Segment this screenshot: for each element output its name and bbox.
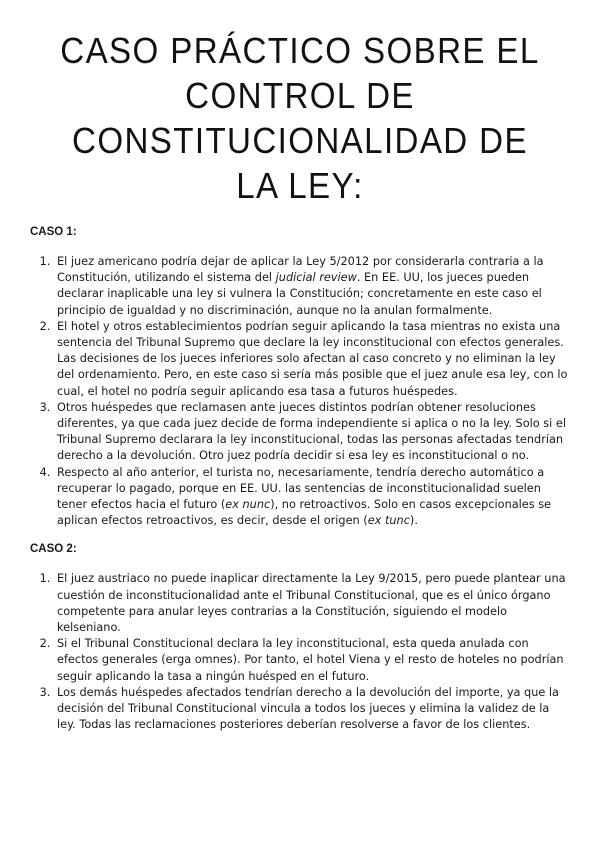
case-section-2 bbox=[30, 543, 570, 733]
answer-item bbox=[54, 685, 570, 734]
answer-text: Los demás huéspedes afectados tendrían derecho a la devolución del importe, ya que la decisión del Tribunal Constitucional vincula a todos los jueces y elimina la validez de la ley. Todas las reclamaciones posteriores deberían resolverse a favor de los clientes. bbox=[57, 685, 559, 732]
answer-list bbox=[30, 571, 570, 733]
answer-item bbox=[54, 571, 570, 636]
answer-text: ). bbox=[409, 514, 418, 528]
page-title: CASO PRÁCTICO SOBRE EL CONTROL DE CONSTITUCIONALIDAD DE LA LEY: bbox=[60, 30, 540, 206]
answer-text: El juez americano podría dejar de aplicar la Ley 5/2012 por considerarla contraria a la Constitución, utilizando el sistema del bbox=[57, 255, 544, 285]
answer-text: ), no retroactivos. Solo en casos excepcionales se aplican efectos retroactivos, es decir, desde el origen ( bbox=[57, 498, 552, 528]
answer-item bbox=[54, 636, 570, 685]
case-section-1 bbox=[30, 226, 570, 529]
cases-container bbox=[30, 226, 570, 733]
answer-text: El juez austriaco no puede inaplicar directamente la Ley 9/2015, pero puede plantear una cuestión de inconstitucionalidad ante el Tribunal Constitucional, que es el único órgano competente para anular leyes contrarias a la Constitución, siguiendo el modelo kelseniano. bbox=[57, 572, 566, 635]
case-label: CASO 2: bbox=[30, 543, 77, 556]
answer-list bbox=[30, 254, 570, 529]
answer-item bbox=[54, 465, 570, 530]
italic-term: ex tunc bbox=[367, 514, 410, 528]
answer-item bbox=[54, 319, 570, 400]
answer-item bbox=[54, 400, 570, 465]
italic-term: ex nunc bbox=[225, 498, 271, 512]
answer-item bbox=[54, 254, 570, 319]
answer-text: Respecto al año anterior, el turista no, necesariamente, tendría derecho automático a recuperar lo pagado, porque en EE. UU. las sentencias de inconstitucionalidad suelen tener efectos hacia el futuro ( bbox=[57, 465, 545, 512]
answer-text: . En EE. UU, los jueces pueden declarar inaplicable una ley si vulnera la Constitución; concretamente en este caso el principio de igualdad y no discriminación, aunque no la anulan formalmente. bbox=[57, 271, 542, 317]
answer-text: Si el Tribunal Constitucional declara la ley inconstitucional, esta queda anulada con efectos generales (erga omnes). Por tanto, el hotel Viena y el resto de hoteles no podrían seguir aplicando la tasa a ningún huésped en el futuro. bbox=[57, 637, 564, 683]
italic-term: judicial review bbox=[275, 271, 357, 285]
case-label: CASO 1: bbox=[30, 226, 77, 238]
answer-text: El hotel y otros establecimientos podrían seguir aplicando la tasa mientras no exista una sentencia del Tribunal Supremo que declare la ley inconstitucional con efectos generales. Las decisiones de los jueces inferiores solo afectan al caso concreto y no eliminan la ley del ordenamiento. Pero, en este caso si sería más posible que el juez anule esa ley, con lo cual, el hotel no podría seguir aplicando esa tasa a futuros huéspedes. bbox=[57, 319, 568, 398]
answer-text: Otros huéspedes que reclamasen ante jueces distintos podrían obtener resoluciones diferentes, ya que cada juez decide de forma independiente si aplica o no la ley. Solo si el Tribunal Supremo declarara la ley inconstitucional, todas las personas afectadas tendrían derecho a la devolución. Otro juez podría decidir si esa ley es inconstitucional o no. bbox=[57, 400, 566, 463]
